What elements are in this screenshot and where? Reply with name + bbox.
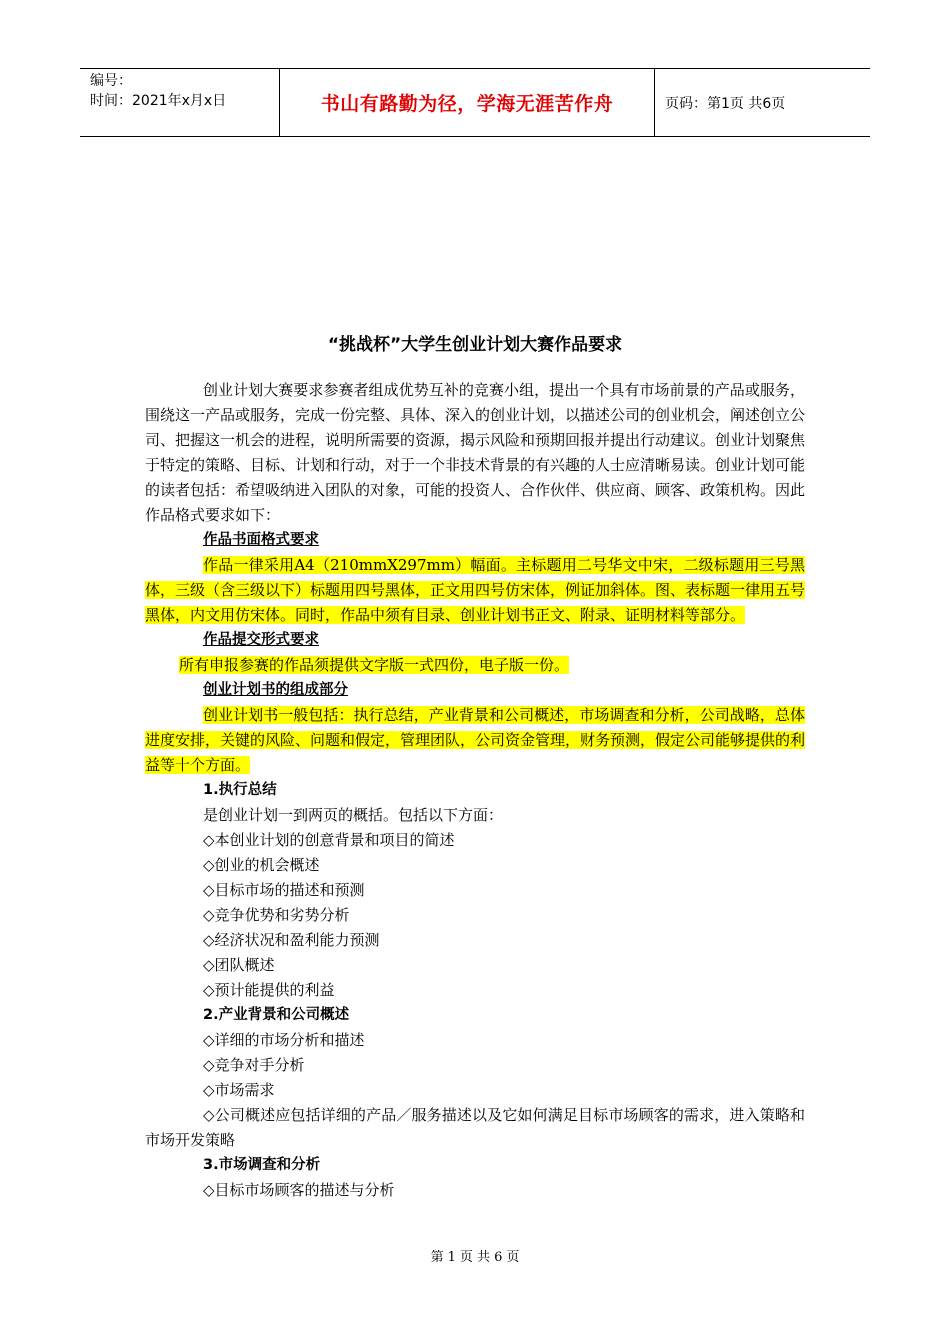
list-item: ◇竞争对手分析 [203, 1056, 305, 1074]
format-text: 作品一律采用A4（210mmX297mm）幅面。主标题用二号华文中宋，二级标题用三号黑体，三级（含三级以下）标题用四号黑体，正文用四号仿宋体，例证加斜体。图、表标题一律用五号黑体，内文用仿宋体。同时，作品中须有目录、创业计划书正文、附录、证明材料等部分。 [145, 556, 806, 624]
format-heading: 作品书面格式要求 [203, 532, 319, 548]
list-item: ◇竞争优势和劣势分析 [203, 906, 350, 924]
footer-mid: 页 共 [459, 1250, 491, 1265]
intro-paragraph: 创业计划大赛要求参赛者组成优势互补的竞赛小组，提出一个具有市场前景的产品或服务，围绕这一产品或服务，完成一份完整、具体、深入的创业计划，以描述公司的创业机会，阐述创立公司、把握这一机会的进程，说明所需要的资源，揭示风险和预期回报并提出行动建议。创业计划聚焦于特定的策略、目标、计划和行动，对于一个非技术背景的有兴趣的人士应清晰易读。创业计划可能的读者包括：希望吸纳进入团队的对象，可能的投资人、合作伙伴、供应商、顾客、政策机构。因此作品格式要求如下： [145, 381, 806, 524]
footer-suffix: 页 [506, 1250, 520, 1265]
header-motto-cell [280, 69, 655, 136]
page-header [80, 68, 870, 137]
header-left-cell [80, 69, 280, 136]
number-label: 编号： [90, 73, 132, 89]
composition-heading: 创业计划书的组成部分 [203, 682, 348, 698]
list-item: ◇团队概述 [203, 956, 275, 974]
footer-total: 6 [494, 1250, 503, 1265]
list-item: ◇本创业计划的创意背景和项目的简述 [203, 831, 455, 849]
list-item: ◇预计能提供的利益 [203, 981, 335, 999]
list-item: ◇目标市场的描述和预测 [203, 881, 365, 899]
composition-text: 创业计划书一般包括：执行总结，产业背景和公司概述，市场调查和分析，公司战略，总体进度安排，关键的风险、问题和假定，管理团队，公司资金管理，财务预测，假定公司能够提供的利益等十个方面。 [145, 706, 806, 774]
composition-paragraph [145, 703, 805, 778]
section1-lead: 是创业计划一到两页的概括。包括以下方面： [203, 806, 504, 824]
list-item: ◇创业的机会概述 [203, 856, 320, 874]
section2-heading: 2.产业背景和公司概述 [203, 1007, 350, 1023]
list-item: ◇详细的市场分析和描述 [203, 1031, 365, 1049]
submission-paragraph [145, 653, 805, 678]
list-item-long: ◇公司概述应包括详细的产品／服务描述以及它如何满足目标市场顾客的需求，进入策略和市场开发策略 [145, 1106, 805, 1149]
list-item: ◇目标市场顾客的描述与分析 [203, 1181, 395, 1199]
format-paragraph [145, 553, 805, 628]
list-item: ◇经济状况和盈利能力预测 [203, 931, 380, 949]
section1-heading: 1.执行总结 [203, 782, 277, 798]
document-body [145, 378, 805, 1203]
header-page-info: 页码：第1页 共6页 [665, 95, 786, 112]
page-footer [0, 1246, 950, 1265]
motto-text: 书山有路勤为径，学海无涯苦作舟 [320, 93, 614, 115]
section3-heading: 3.市场调查和分析 [203, 1157, 321, 1173]
list-item: ◇市场需求 [203, 1081, 275, 1099]
footer-page: 1 [447, 1250, 456, 1265]
date-line: 时间：2021年x月x日 [90, 93, 227, 109]
document-title: “挑战杯”大学生创业计划大赛作品要求 [327, 335, 623, 355]
submission-text: 所有申报参赛的作品须提供文字版一式四份，电子版一份。 [179, 656, 570, 674]
footer-prefix: 第 [430, 1250, 444, 1265]
submission-heading: 作品提交形式要求 [203, 632, 319, 648]
